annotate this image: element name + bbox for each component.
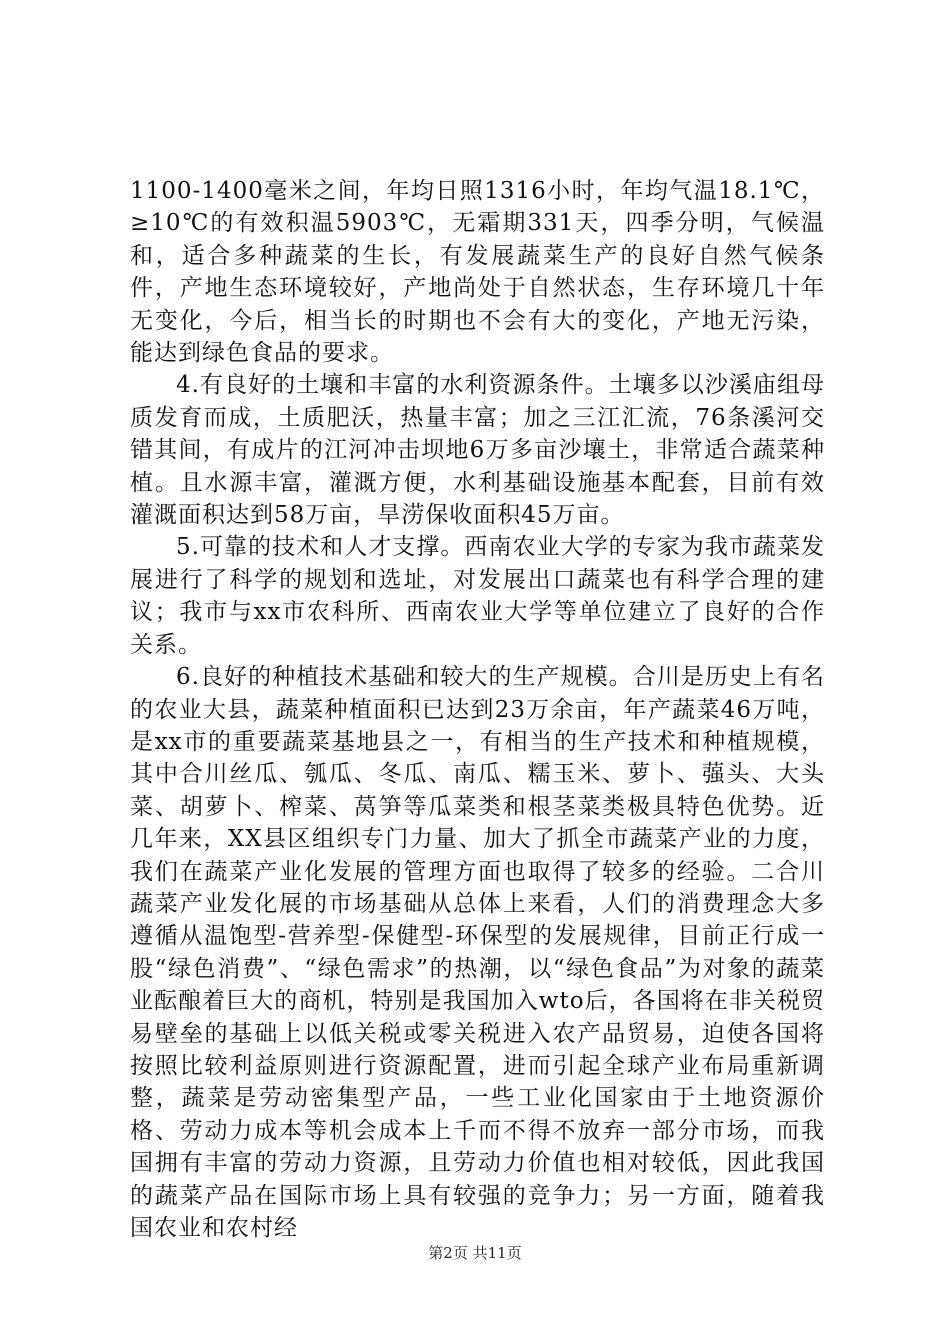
paragraph-climate: 1100-1400毫米之间，年均日照1316小时，年均气温18.1℃，≥10℃的有效积温5903℃，无霜期331天，四季分明，气候温和，适合多种蔬菜的生长，有发展蔬菜生产的良好自然气候条件，产地生态环境较好，产地尚处于自然状态，生存环境几十年无变化，今后，相当长的时期也不会有大的变化，产地无污染，能达到绿色食品的要求。 (130, 178, 825, 367)
paragraph-soil-water: 4.有良好的土壤和丰富的水利资源条件。土壤多以沙溪庙组母质发育而成，土质肥沃，热量丰富；加之三江汇流，76条溪河交错其间，有成片的江河冲击坝地6万多亩沙壤土，非常适合蔬菜种植。且水源丰富，灌溉方便，水利基础设施基本配套，目前有效灌溉面积达到58万亩，旱涝保收面积45万亩。 (130, 372, 825, 529)
page-footer: 第2页 共11页 (428, 1244, 522, 1262)
paragraph-planting-scale: 6.良好的种植技术基础和较大的生产规模。合川是历史上有名的农业大县，蔬菜种植面积已达到23万余亩，年产蔬菜46万吨，是xx市的重要蔬菜基地县之一，有相当的生产技术和种植规模，其中合川丝瓜、瓠瓜、冬瓜、南瓜、糯玉米、萝卜、蔃头、大头菜、胡萝卜、榨菜、莴笋等瓜菜类和根茎菜类极具特色优势。近几年来，XX县区组织专门力量、加大了抓全市蔬菜产业的力度，我们在蔬菜产业化发展的管理方面也取得了较多的经验。二合川蔬菜产业发化展的市场基础从总体上来看，人们的消费理念大多遵循从温饱型-营养型-保健型-环保型的发展规律，目前正行成一股“绿色消费”、“绿色需求”的热潮，以“绿色食品”为对象的蔬菜业酝酿着巨大的商机，特别是我国加入wto后，各国将在非关税贸易壁垒的基础上以低关税或零关税进入农产品贸易，迫使各国将按照比较利益原则进行资源配置，进而引起全球产业布局重新调整，蔬菜是劳动密集型产品，一些工业化国家由于土地资源价格、劳动力成本等机会成本上千而不得不放弃一部分市场，而我国拥有丰富的劳动力资源，且劳动力价值也相对较低，因此我国的蔬菜产品在国际市场上具有较强的竞争力；另一方面，随着我国农业和农村经 (130, 664, 825, 1241)
document-body (130, 175, 825, 1244)
paragraph-technology-talent: 5.可靠的技术和人才支撑。西南农业大学的专家为我市蔬菜发展进行了科学的规划和选址，对发展出口蔬菜也有科学合理的建议；我市与xx市农科所、西南农业大学等单位建立了良好的合作关系。 (130, 534, 825, 658)
